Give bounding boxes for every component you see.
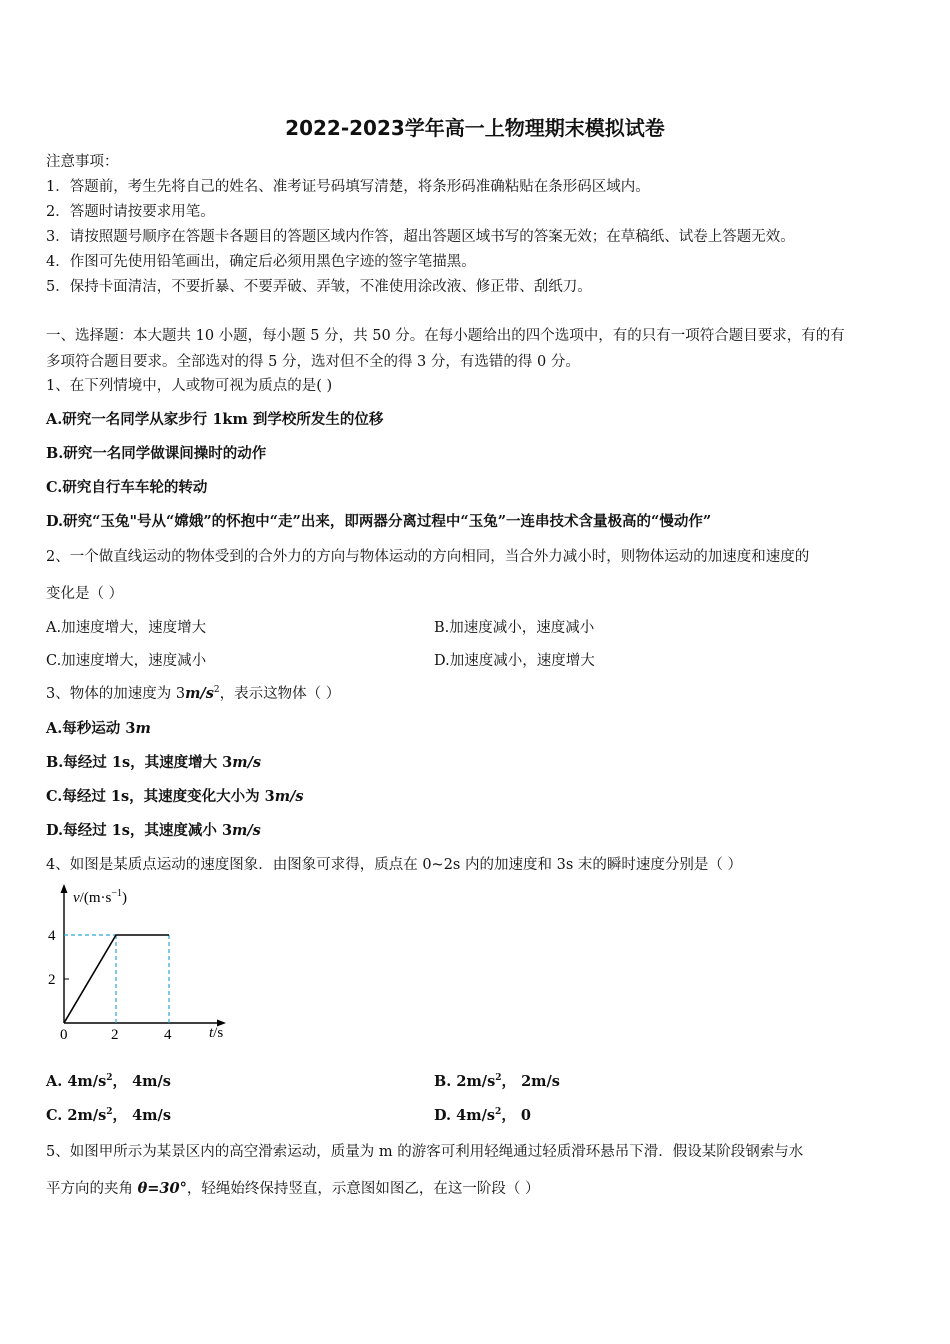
q4-option-d xyxy=(434,1106,531,1126)
q3-stem-post: ，表示这物体（ ） xyxy=(219,686,341,702)
q4-stem: 4、如图是某质点运动的速度图象．由图象可求得，质点在 0~2s 内的加速度和 3s 末的瞬时速度分别是（ ） xyxy=(46,857,742,873)
x-tick-label-2: 2 xyxy=(111,1027,119,1043)
q3-option-d-unit: m/s xyxy=(232,822,261,839)
q3-option-b xyxy=(46,753,261,773)
q3-option-d xyxy=(46,821,261,841)
q3-stem-exp: 2 xyxy=(213,685,220,696)
x-tick-label-0: 0 xyxy=(60,1027,68,1043)
q4-option-c-exp: 2 xyxy=(106,1107,113,1118)
q3-option-b-text: B.每经过 1s，其速度增大 3 xyxy=(46,754,233,771)
q4-option-a-value: A. 4m/s xyxy=(46,1073,107,1090)
q3-option-c xyxy=(46,787,304,807)
q4-option-d-exp: 2 xyxy=(495,1107,502,1118)
notice-item: 2．答题时请按要求用笔。 xyxy=(46,204,215,220)
q4-option-d-value: D. 4m/s xyxy=(434,1107,496,1124)
q4-option-b-value: B. 2m/s xyxy=(434,1073,496,1090)
q3-option-a-unit: m xyxy=(135,720,151,737)
q4-option-a-speed: ， 4m/s xyxy=(112,1073,171,1090)
q5-stem-line1: 5、如图甲所示为某景区内的高空滑索运动，质量为 m 的游客可利用轻绳通过轻质滑环悬吊下滑．假设某阶段钢索与水 xyxy=(46,1144,804,1160)
q3-option-a-text: A.每秒运动 3 xyxy=(46,720,136,737)
q2-option-c: C.加速度增大，速度减小 xyxy=(46,653,207,669)
y-axis-arrow xyxy=(61,884,68,893)
q3-option-a xyxy=(46,719,151,739)
q3-stem xyxy=(46,684,340,704)
x-axis-label: t/s xyxy=(209,1025,224,1041)
q4-option-d-speed: ， 0 xyxy=(501,1107,531,1124)
q3-option-c-text: C.每经过 1s，其速度变化大小为 3 xyxy=(46,788,275,805)
section-header-line1: 一、选择题：本大题共 10 小题，每小题 5 分，共 50 分。在每小题给出的四个选项中，有的只有一项符合题目要求，有的有 xyxy=(46,328,845,344)
q1-stem: 1、在下列情境中，人或物可视为质点的是( ) xyxy=(46,378,333,394)
page-title: 2022-2023学年高一上物理期末模拟试卷 xyxy=(285,116,665,140)
q4-option-b xyxy=(434,1072,560,1092)
y-tick-label-4: 4 xyxy=(48,928,56,944)
q3-stem-unit: m/s xyxy=(185,685,214,702)
y-tick-label-2: 2 xyxy=(48,972,56,988)
q4-option-b-speed: ， 2m/s xyxy=(501,1073,560,1090)
q4-option-b-exp: 2 xyxy=(495,1073,502,1084)
q4-option-c xyxy=(46,1106,171,1126)
q2-stem-line2: 变化是（ ） xyxy=(46,586,124,602)
q3-option-b-unit: m/s xyxy=(232,754,262,771)
q4-velocity-time-graph xyxy=(40,882,240,1052)
q3-stem-pre: 3、物体的加速度为 3 xyxy=(46,686,186,702)
notice-item: 1．答题前，考生先将自己的姓名、准考证号码填写清楚，将条形码准确粘贴在条形码区域内。 xyxy=(46,179,650,195)
q1-option-a: A.研究一名同学从家步行 1km 到学校所发生的位移 xyxy=(46,411,384,428)
q3-option-c-unit: m/s xyxy=(274,788,304,805)
q1-option-d: D.研究“玉兔"号从“嫦娥”的怀抱中“走”出来，即两器分离过程中“玉兔”一连串技术含量极高的“慢动作” xyxy=(46,513,712,530)
notice-item: 5．保持卡面清洁，不要折暴、不要弄破、弄皱，不准使用涂改液、修正带、刮纸刀。 xyxy=(46,279,592,295)
q5-stem-post: ，轻绳始终保持竖直，示意图如图乙，在这一阶段（ ） xyxy=(186,1181,540,1197)
section-header-line2: 多项符合题目要求。全部选对的得 5 分，选对但不全的得 3 分，有选错的得 0 分。 xyxy=(46,354,580,370)
q3-option-d-text: D.每经过 1s，其速度减小 3 xyxy=(46,822,233,839)
q4-option-c-speed: ， 4m/s xyxy=(112,1107,171,1124)
q2-option-b: B.加速度减小，速度减小 xyxy=(434,620,595,636)
q2-option-a: A.加速度增大，速度增大 xyxy=(46,620,207,636)
q5-stem-pre: 平方向的夹角 xyxy=(46,1181,138,1197)
q4-option-a xyxy=(46,1072,171,1092)
y-axis-label: $v/(m\cdot s^{-1})$ xyxy=(73,888,127,906)
q2-option-d: D.加速度减小，速度增大 xyxy=(434,653,595,669)
q5-theta: θ=30° xyxy=(137,1180,187,1197)
x-tick-label-4: 4 xyxy=(164,1027,172,1043)
notice-item: 4．作图可先使用铅笔画出，确定后必须用黑色字迹的签字笔描黑。 xyxy=(46,254,476,270)
notice-heading: 注意事项： xyxy=(46,154,119,170)
q1-option-c: C.研究自行车车轮的转动 xyxy=(46,479,208,496)
q4-option-a-exp: 2 xyxy=(106,1073,113,1084)
q5-stem-line2 xyxy=(46,1179,539,1199)
q4-option-c-value: C. 2m/s xyxy=(46,1107,107,1124)
q2-stem-line1: 2、一个做直线运动的物体受到的合外力的方向与物体运动的方向相同，当合外力减小时，则物体运动的加速度和速度的 xyxy=(46,549,810,565)
notice-item: 3．请按照题号顺序在答题卡各题目的答题区域内作答，超出答题区域书写的答案无效；在草稿纸、试卷上答题无效。 xyxy=(46,229,795,245)
q1-option-b: B.研究一名同学做课间操时的动作 xyxy=(46,445,267,462)
